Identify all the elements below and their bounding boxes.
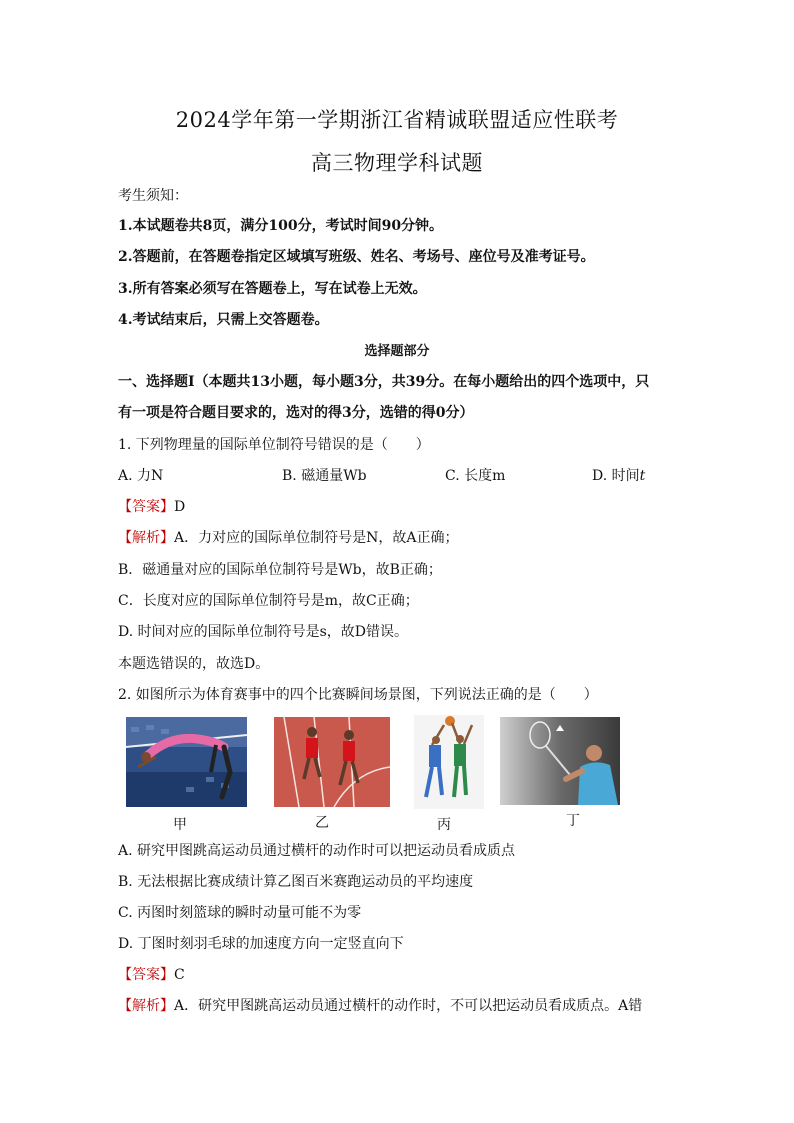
notice-heading: 考生须知： [118, 188, 188, 204]
q1-option-d-text: D. 时间 [592, 468, 640, 484]
caption-bing: 丙 [437, 817, 451, 833]
q1-analysis-1 [118, 528, 458, 548]
notice-item-2: 2.答题前，在答题卷指定区域填写班级、姓名、考场号、座位号及准考证号。 [118, 249, 595, 265]
q1-answer-value: D [174, 499, 186, 515]
q1-option-d [592, 466, 645, 486]
caption-jia: 甲 [173, 817, 187, 833]
answer-tag: 【答案】 [118, 967, 174, 983]
q1-analysis-2: B．磁通量对应的国际单位制符号是Wb，故B正确； [118, 562, 442, 578]
q1-option-d-symbol: t [639, 468, 646, 484]
notice-item-4: 4.考试结束后，只需上交答题卷。 [118, 312, 329, 328]
exam-subtitle: 高三物理学科试题 [311, 151, 483, 175]
analysis-tag: 【解析】 [118, 998, 174, 1014]
q2-answer [118, 965, 185, 985]
q1-analysis-text: A．力对应的国际单位制符号是N，故A正确； [174, 530, 459, 546]
sprint-photo [274, 717, 390, 807]
q1-analysis-4: D. 时间对应的国际单位制符号是s，故D错误。 [118, 624, 409, 640]
q1-stem: 1. 下列物理量的国际单位制符号错误的是（ ） [118, 437, 430, 453]
q1-option-b: B. 磁通量Wb [282, 468, 367, 484]
q2-analysis-text: A．研究甲图跳高运动员通过横杆的动作时，不可以把运动员看成质点。A错 [174, 998, 643, 1014]
q2-option-c: C. 丙图时刻篮球的瞬时动量可能不为零 [118, 905, 362, 921]
q1-option-c: C. 长度m [445, 468, 506, 484]
q1-answer [118, 497, 185, 517]
section-instruction-1: 一、选择题Ⅰ（本题共13小题，每小题3分，共39分。在每小题给出的四个选项中，只 [118, 374, 650, 390]
section-title: 选择题部分 [364, 344, 430, 359]
high-jump-photo [126, 717, 247, 807]
q1-conclusion: 本题选错误的，故选D。 [118, 656, 270, 672]
analysis-tag: 【解析】 [118, 530, 174, 546]
q2-option-d: D. 丁图时刻羽毛球的加速度方向一定竖直向下 [118, 936, 404, 952]
badminton-photo [500, 717, 620, 805]
notice-item-3: 3.所有答案必须写在答题卷上，写在试卷上无效。 [118, 281, 427, 297]
section-instruction-2: 有一项是符合题目要求的，选对的得3分，选错的得0分） [118, 405, 474, 421]
q1-option-a: A. 力N [118, 468, 164, 484]
notice-item-1: 1.本试题卷共8页，满分100分，考试时间90分钟。 [118, 218, 444, 234]
q1-analysis-3: C．长度对应的国际单位制符号是m，故C正确； [118, 593, 419, 609]
basketball-photo [414, 715, 484, 809]
exam-title: 2024学年第一学期浙江省精诚联盟适应性联考 [175, 108, 619, 132]
answer-tag: 【答案】 [118, 499, 174, 515]
q2-analysis [118, 996, 642, 1016]
q2-option-a: A. 研究甲图跳高运动员通过横杆的动作时可以把运动员看成质点 [118, 843, 516, 859]
caption-yi: 乙 [315, 815, 329, 831]
q2-option-b: B. 无法根据比赛成绩计算乙图百米赛跑运动员的平均速度 [118, 874, 474, 890]
q2-answer-value: C [174, 967, 185, 983]
q2-stem: 2. 如图所示为体育赛事中的四个比赛瞬间场景图，下列说法正确的是（ ） [118, 687, 598, 703]
caption-ding: 丁 [566, 813, 580, 829]
